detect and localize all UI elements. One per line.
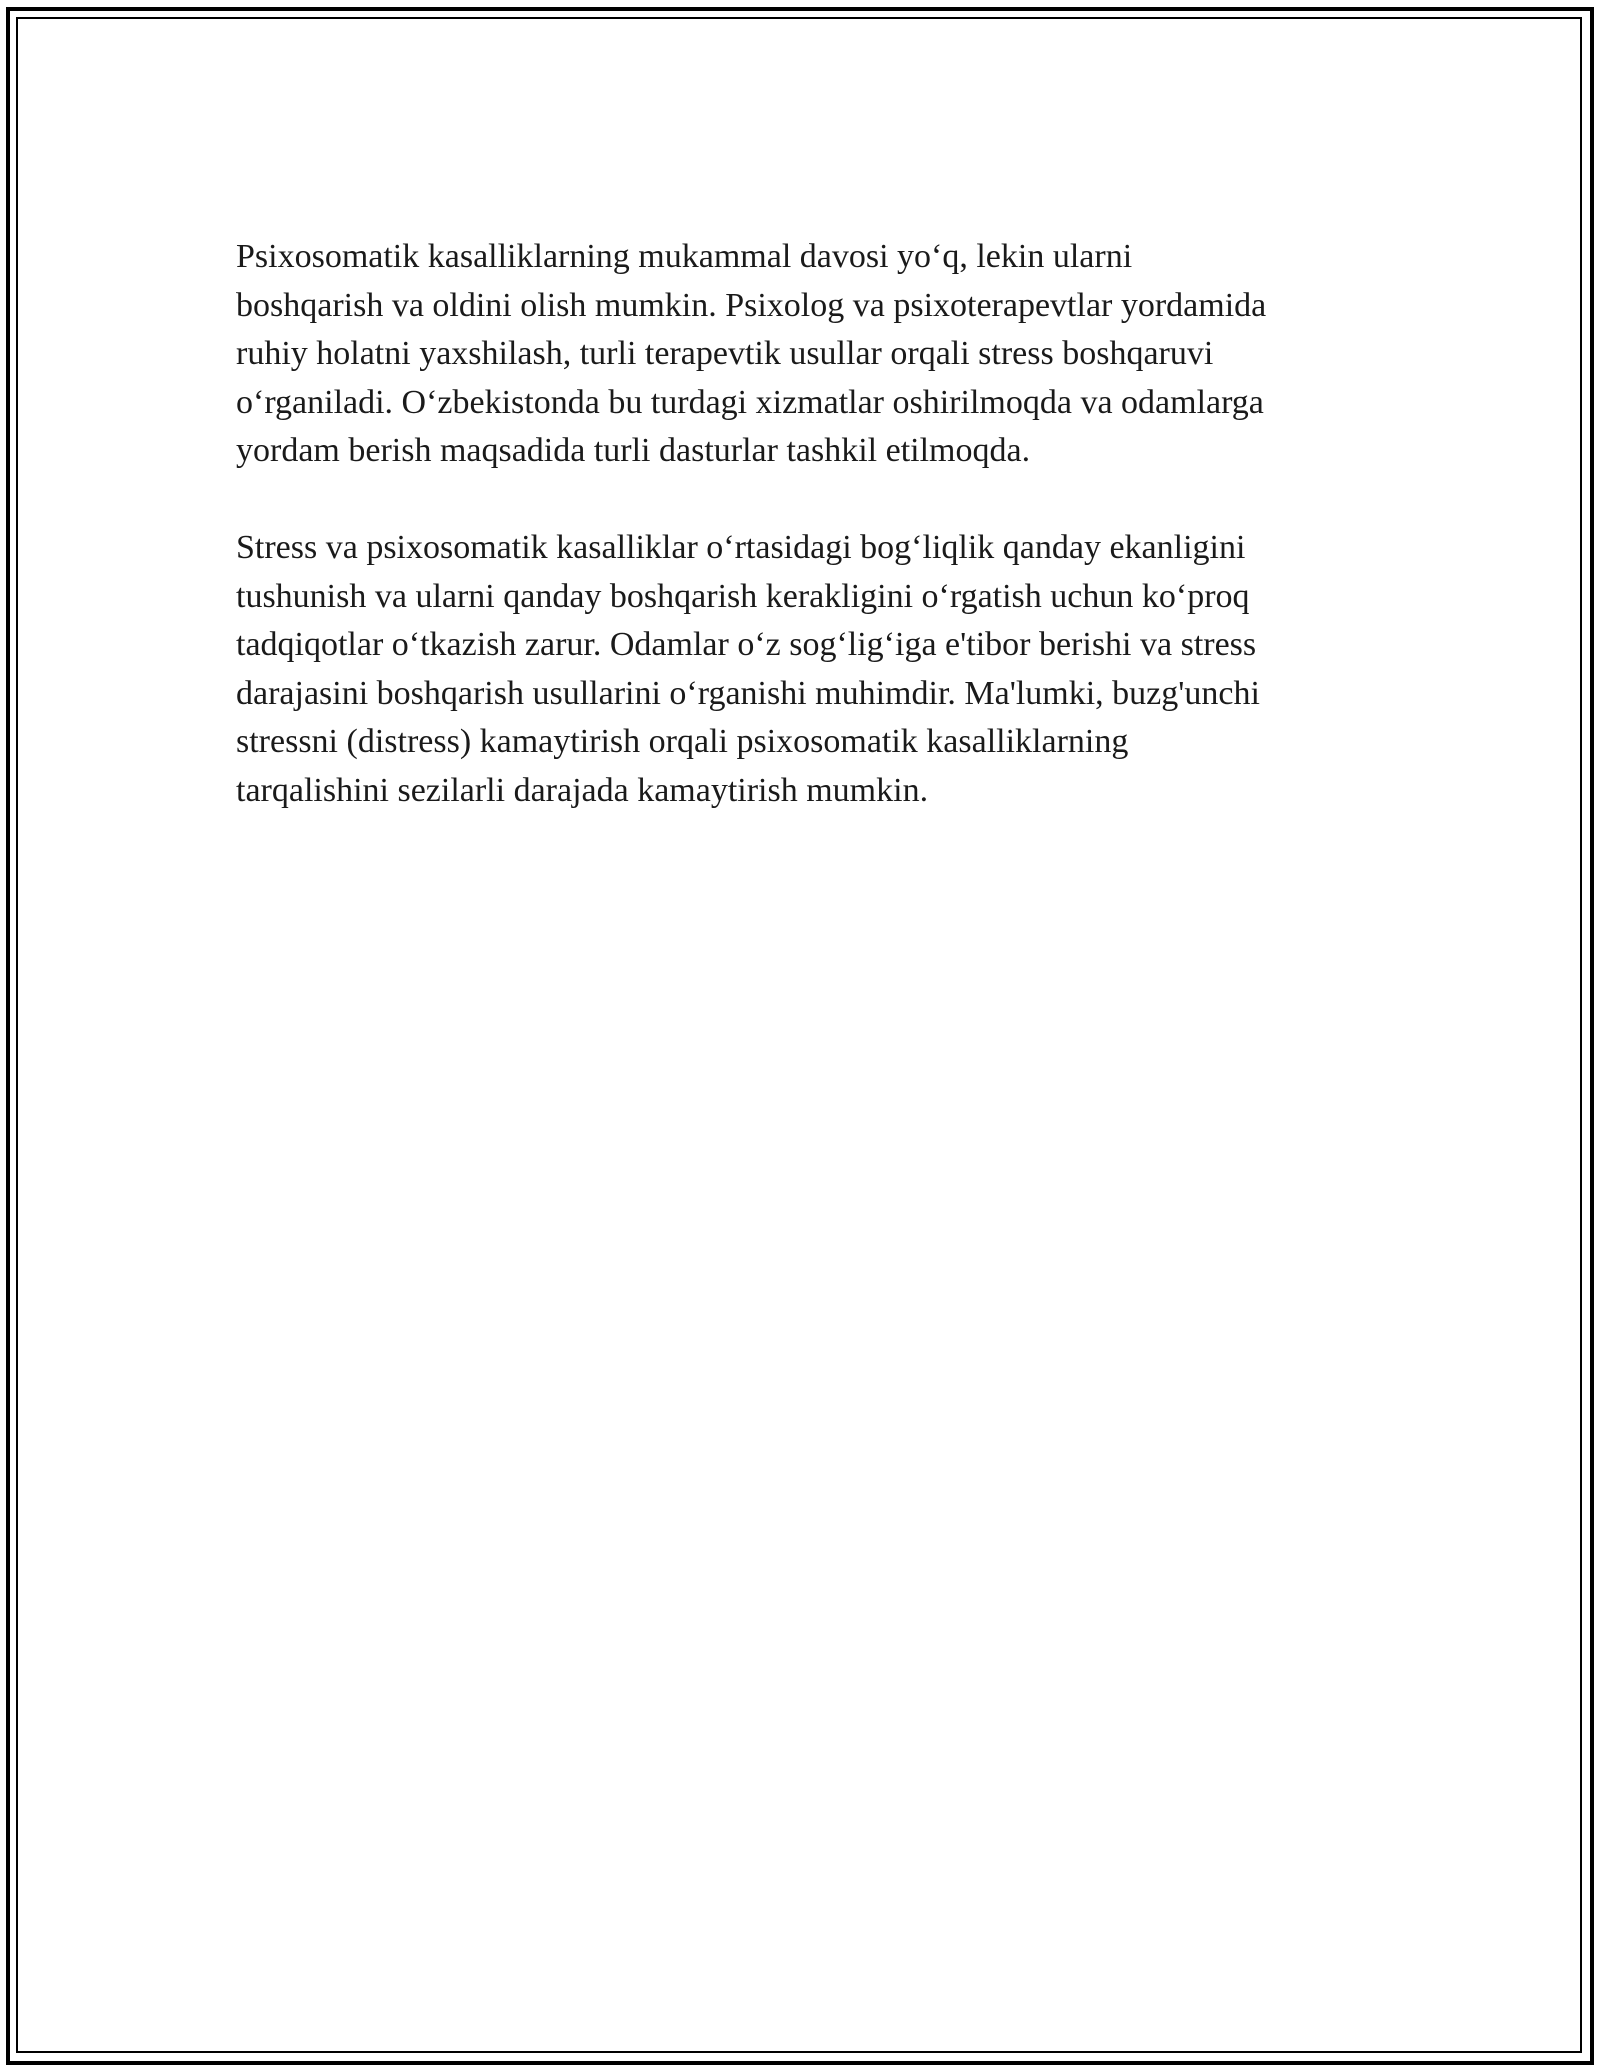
text-line: o‘rganiladi. O‘zbekistonda bu turdagi xizmatlar oshirilmoqda va odamlarga	[236, 383, 1264, 421]
text-line: stressni (distress) kamaytirish orqali psixosomatik kasalliklarning	[236, 723, 1129, 760]
text-line: tushunish va ularni qanday boshqarish kerakligini o‘rgatish uchun ko‘proq	[236, 577, 1250, 615]
document-body	[236, 233, 1356, 815]
text-line: boshqarish va oldini olish mumkin. Psixolog va psixoterapevtlar yordamida	[236, 286, 1267, 324]
text-line: tadqiqotlar o‘tkazish zarur. Odamlar o‘z sog‘lig‘iga e'tibor berishi va stress	[236, 626, 1257, 663]
text-line: Psixosomatik kasalliklarning mukammal davosi yo‘q, lekin ularni	[236, 238, 1133, 275]
text-line: tarqalishini sezilarli darajada kamaytirish mumkin.	[236, 771, 929, 809]
text-line: ruhiy holatni yaxshilash, turli terapevtik usullar orqali stress boshqaruvi	[236, 335, 1214, 372]
text-line: Stress va psixosomatik kasalliklar o‘rtasidagi bog‘liqlik qanday ekanligini	[236, 529, 1246, 566]
paragraph-1	[236, 233, 1356, 476]
paragraph-2	[236, 524, 1356, 815]
text-line: darajasini boshqarish usullarini o‘rganishi muhimdir. Ma'lumki, buzg'unchi	[236, 674, 1260, 712]
text-line: yordam berish maqsadida turli dasturlar tashkil etilmoqda.	[236, 432, 1031, 469]
